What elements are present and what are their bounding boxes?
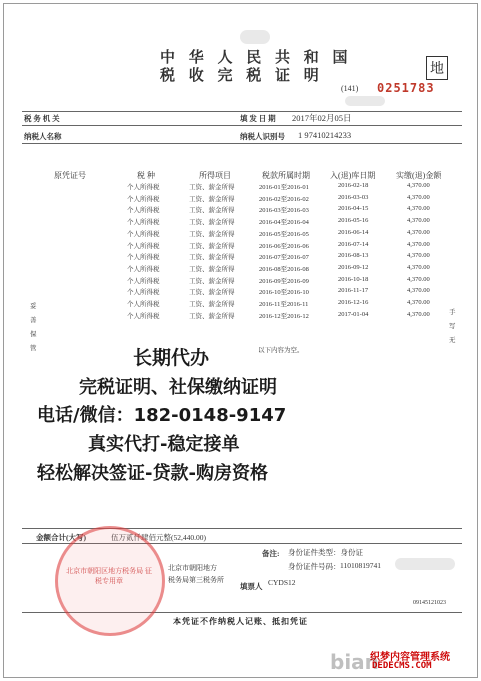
- cell-income-item: 工资、薪金所得: [189, 207, 235, 215]
- footer-note: 本凭证不作纳税人记账、抵扣凭证: [173, 617, 308, 626]
- cell-entry-date: 2016-07-14: [338, 240, 369, 248]
- cell-income-item: 工资、薪金所得: [189, 242, 235, 250]
- cell-tax-period: 2016-06至2016-06: [259, 242, 309, 250]
- cell-amount: 4,370.00: [407, 263, 430, 271]
- table-row: [0, 252, 481, 263]
- cell-tax-type: 个人所得税: [127, 207, 160, 215]
- cell-entry-date: 2016-12-16: [338, 299, 369, 306]
- table-row: [0, 264, 481, 275]
- issue-date-value: 2017年02月05日: [292, 113, 352, 123]
- taxpayer-id-label: 纳税人识别号: [240, 132, 285, 141]
- col-header-tax-type: 税 种: [137, 171, 155, 180]
- cell-tax-type: 个人所得税: [127, 312, 160, 320]
- table-row: [0, 299, 481, 310]
- left-side-note: 妥善保管: [30, 303, 37, 352]
- cell-tax-period: 2016-10至2016-10: [259, 289, 309, 297]
- cell-amount: 4,370.00: [407, 228, 430, 236]
- cell-tax-type: 个人所得税: [127, 277, 160, 285]
- table-row: [0, 194, 481, 205]
- cell-income-item: 工资、薪金所得: [189, 312, 235, 320]
- cell-amount: 4,370.00: [407, 310, 430, 318]
- ad-line-4: 真实代打-稳定接单: [88, 434, 240, 455]
- below-blank-note: 以下内容为空。: [258, 347, 304, 354]
- col-header-entry-date: 入(退)库日期: [330, 171, 376, 180]
- divider: [22, 528, 462, 529]
- cell-tax-type: 个人所得税: [127, 242, 160, 250]
- id-type: 身份证件类型：身份证: [288, 548, 363, 557]
- cell-entry-date: 2016-04-15: [338, 205, 369, 213]
- watermark-bian: bian: [330, 650, 379, 674]
- taxpayer-name-label: 纳税人名称: [24, 132, 62, 141]
- remarks-label: 备注:: [262, 549, 280, 558]
- cell-entry-date: 2016-11-17: [338, 287, 369, 295]
- cell-income-item: 工资、薪金所得: [189, 195, 235, 203]
- table-row: [0, 311, 481, 322]
- document-title-line2: 税 收 完 税 证 明: [160, 68, 324, 84]
- office-line-2: 税务局第三税务所: [168, 576, 224, 584]
- cell-amount: 4,370.00: [407, 182, 430, 189]
- serial-number: 0251783: [377, 81, 435, 95]
- cell-tax-period: 2016-12至2016-12: [259, 312, 309, 320]
- table-row: [0, 287, 481, 298]
- cell-income-item: 工资、薪金所得: [189, 254, 235, 262]
- cell-amount: 4,370.00: [407, 240, 430, 248]
- cell-entry-date: 2016-08-13: [338, 252, 369, 260]
- ad-line-2: 完税证明、社保缴纳证明: [79, 377, 277, 398]
- cell-income-item: 工资、薪金所得: [189, 184, 235, 191]
- id-number-label: 身份证件号码：: [288, 562, 341, 571]
- cell-amount: 4,370.00: [407, 299, 430, 306]
- watermark-site-cn: 织梦内容管理系统: [370, 652, 450, 663]
- cell-entry-date: 2016-06-14: [338, 228, 369, 236]
- redaction-blob: [345, 96, 385, 106]
- redaction-blob: [240, 30, 270, 44]
- divider: [22, 143, 462, 144]
- total-amount-label: 金额合计(大写): [36, 533, 86, 542]
- cell-tax-period: 2016-07至2016-07: [259, 254, 309, 262]
- cell-amount: 4,370.00: [407, 252, 430, 260]
- right-side-note: 手写无: [449, 309, 456, 344]
- divider: [22, 111, 462, 112]
- id-number-value: 11010819741: [340, 561, 381, 570]
- ad-line-5: 轻松解决签证-贷款-购房资格: [37, 463, 268, 484]
- cell-tax-period: 2016-09至2016-09: [259, 277, 309, 285]
- col-header-tax-period: 税款所属时期: [262, 171, 310, 180]
- cell-income-item: 工资、薪金所得: [189, 219, 235, 227]
- cell-tax-type: 个人所得税: [127, 219, 160, 227]
- cell-amount: 4,370.00: [407, 275, 430, 283]
- cell-income-item: 工资、薪金所得: [189, 265, 235, 273]
- watermark-site-en: DEDECMS.COM: [372, 661, 432, 671]
- stamp-text: 北京市朝阳区地方税务局 征税专用章: [66, 567, 152, 585]
- table-row: [0, 241, 481, 252]
- table-row: [0, 182, 481, 193]
- table-row: [0, 217, 481, 228]
- document-number: 09145121023: [413, 600, 446, 606]
- tax-authority-label: 税 务 机 关: [24, 114, 60, 123]
- col-header-original-voucher: 原凭证号: [54, 171, 86, 180]
- cell-tax-period: 2016-04至2016-04: [259, 219, 309, 227]
- office-line-1: 北京市朝阳地方: [168, 564, 217, 572]
- cell-amount: 4,370.00: [407, 217, 430, 225]
- filler-label: 填票人: [240, 582, 263, 591]
- document-code: (141): [341, 84, 359, 93]
- divider: [22, 125, 462, 126]
- cell-entry-date: 2016-10-18: [338, 275, 369, 283]
- cell-amount: 4,370.00: [407, 193, 430, 201]
- cell-tax-type: 个人所得税: [127, 195, 160, 203]
- cell-income-item: 工资、薪金所得: [189, 277, 235, 285]
- cell-tax-type: 个人所得税: [127, 265, 160, 273]
- cell-tax-period: 2016-01至2016-01: [259, 184, 309, 191]
- cell-tax-type: 个人所得税: [127, 254, 160, 262]
- ad-line-3: 电话/微信：182-0148-9147: [37, 405, 287, 426]
- table-row: [0, 229, 481, 240]
- cell-tax-period: 2016-02至2016-02: [259, 195, 309, 203]
- cell-tax-period: 2016-03至2016-03: [259, 207, 309, 215]
- cell-amount: 4,370.00: [407, 205, 430, 213]
- cell-entry-date: 2016-05-16: [338, 217, 369, 225]
- col-header-amount: 实缴(退)金额: [396, 171, 442, 180]
- table-row: [0, 276, 481, 287]
- cell-entry-date: 2016-09-12: [338, 263, 369, 271]
- cell-tax-period: 2016-08至2016-08: [259, 265, 309, 273]
- redaction-blob: [395, 558, 455, 570]
- cell-entry-date: 2017-01-04: [338, 310, 369, 318]
- cell-tax-type: 个人所得税: [127, 289, 160, 297]
- col-header-income-item: 所得项目: [199, 171, 231, 180]
- filler-value: CYDS12: [268, 578, 296, 587]
- table-row: [0, 205, 481, 216]
- cell-entry-date: 2016-03-03: [338, 193, 369, 201]
- total-amount-value: 伍万贰仟肆佰元整(52,440.00): [111, 533, 206, 542]
- cell-tax-type: 个人所得税: [127, 230, 160, 238]
- document-title-line1: 中 华 人 民 共 和 国: [160, 50, 353, 66]
- issue-date-label: 填 发 日 期: [240, 114, 276, 123]
- ad-line-1: 长期代办: [133, 347, 210, 369]
- cell-amount: 4,370.00: [407, 287, 430, 295]
- cell-income-item: 工资、薪金所得: [189, 301, 235, 308]
- cell-income-item: 工资、薪金所得: [189, 230, 235, 238]
- cell-tax-type: 个人所得税: [127, 184, 160, 191]
- taxpayer-id-value: 1 97410214233: [298, 130, 352, 140]
- tax-type-box: 地: [426, 56, 448, 80]
- cell-income-item: 工资、薪金所得: [189, 289, 235, 297]
- cell-tax-period: 2016-11至2016-11: [259, 301, 309, 308]
- cell-tax-type: 个人所得税: [127, 301, 160, 308]
- cell-entry-date: 2016-02-18: [338, 182, 369, 189]
- cell-tax-period: 2016-05至2016-05: [259, 230, 309, 238]
